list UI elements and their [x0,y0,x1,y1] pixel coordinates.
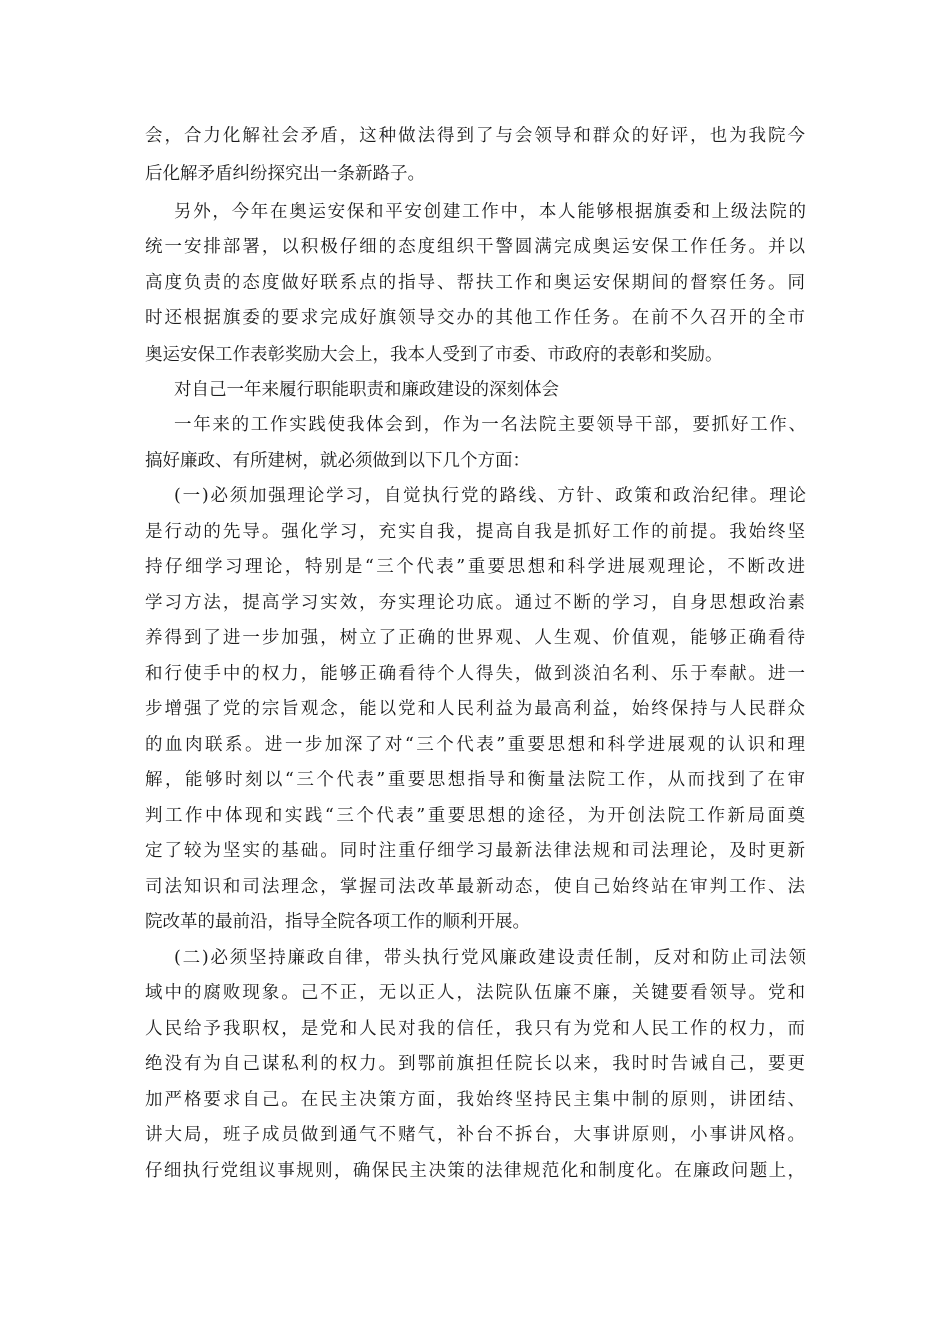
text-line: 高度负责的态度做好联系点的指导、帮扶工作和奥运安保期间的督察任务。同 [145,273,805,293]
text-line: 判工作中体现和实践“三个代表”重要思想的途径，为开创法院工作新局面奠 [145,806,805,826]
text-line: 后化解矛盾纠纷探究出一条新路子。 [145,164,425,184]
text-line: 司法知识和司法理念，掌握司法改革最新动态，使自己始终站在审判工作、法 [145,877,805,897]
text-line: 时还根据旗委的要求完成好旗领导交办的其他工作任务。在前不久召开的全市 [145,308,805,328]
text-line: 绝没有为自己谋私利的权力。到鄂前旗担任院长以来，我时时告诫自己，要更 [145,1054,805,1074]
text-line: 讲大局，班子成员做到通气不赌气，补台不拆台，大事讲原则，小事讲风格。 [145,1125,805,1145]
text-line: 奥运安保工作表彰奖励大会上，我本人受到了市委、市政府的表彰和奖励。 [145,345,723,365]
text-line: 加严格要求自己。在民主决策方面，我始终坚持民主集中制的原则，讲团结、 [145,1090,805,1110]
text-line: 一年来的工作实践使我体会到，作为一名法院主要领导干部，要抓好工作、 [174,415,806,435]
text-line: 持仔细学习理论，特别是“三个代表”重要思想和科学进展观理论，不断改进 [145,557,805,577]
text-line: (二)必须坚持廉政自律，带头执行党风廉政建设责任制，反对和防止司法领 [174,948,806,968]
section-heading: 对自己一年来履行职能职责和廉政建设的深刻体会 [174,380,559,400]
text-line: 是行动的先导。强化学习，充实自我，提高自我是抓好工作的前提。我始终坚 [145,522,805,542]
text-line: 另外，今年在奥运安保和平安创建工作中，本人能够根据旗委和上级法院的 [174,202,806,222]
text-line: 会，合力化解社会矛盾，这种做法得到了与会领导和群众的好评，也为我院今 [145,126,805,146]
text-line: 定了较为坚实的基础。同时注重仔细学习最新法律法规和司法理论，及时更新 [145,841,805,861]
text-line: 搞好廉政、有所建树，就必须做到以下几个方面： [145,451,530,471]
text-line: 学习方法，提高学习实效，夯实理论功底。通过不断的学习，自身思想政治素 [145,593,805,613]
text-line: (一)必须加强理论学习，自觉执行党的路线、方针、政策和政治纪律。理论 [174,486,806,506]
text-line: 人民给予我职权，是党和人民对我的信任，我只有为党和人民工作的权力，而 [145,1019,805,1039]
text-line: 养得到了进一步加强，树立了正确的世界观、人生观、价值观，能够正确看待 [145,628,805,648]
text-line: 域中的腐败现象。己不正，无以正人，法院队伍廉不廉，关键要看领导。党和 [145,983,805,1003]
text-line: 和行使手中的权力，能够正确看待个人得失，做到淡泊名利、乐于奉献。进一 [145,664,805,684]
text-line: 仔细执行党组议事规则，确保民主决策的法律规范化和制度化。在廉政问题上， [145,1161,805,1181]
text-line: 院改革的最前沿，指导全院各项工作的顺利开展。 [145,912,530,932]
text-line: 步增强了党的宗旨观念，能以党和人民利益为最高利益，始终保持与人民群众 [145,699,805,719]
text-line: 解，能够时刻以“三个代表”重要思想指导和衡量法院工作，从而找到了在审 [145,770,805,790]
text-line: 的血肉联系。进一步加深了对“三个代表”重要思想和科学进展观的认识和理 [145,735,805,755]
text-line: 统一安排部署，以积极仔细的态度组织干警圆满完成奥运安保工作任务。并以 [145,237,805,257]
